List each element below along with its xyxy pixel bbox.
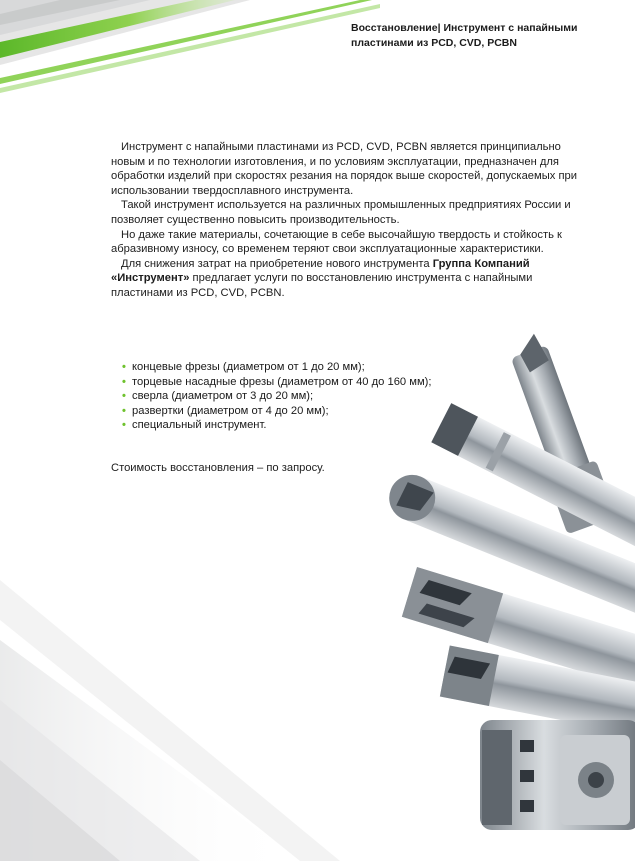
paragraph: Такой инструмент используется на различных промышленных предприятиях России и позволяет существенно повысить производительность. bbox=[111, 199, 571, 226]
list-item bbox=[122, 375, 431, 390]
services-list bbox=[122, 360, 431, 433]
bullet-icon: • bbox=[122, 404, 126, 417]
paragraph: Инструмент с напайными пластинами из PCD, CVD, PCBN является принципиально новым и по технологии изготовления, и по условиям эксплуатации, предназначен для обработки изделий при скоростях резания на порядок выше скоростей, допускаемых при использовании твердосплавного инструмента. bbox=[111, 141, 577, 197]
list-item bbox=[122, 404, 431, 419]
header-title-line: Восстановление| Инструмент с напайными bbox=[351, 22, 578, 34]
body-text bbox=[111, 140, 591, 301]
price-note: Стоимость восстановления – по запросу. bbox=[111, 462, 325, 474]
paragraph bbox=[111, 257, 591, 301]
company-name: Группа Компаний «Инструмент» bbox=[111, 257, 530, 285]
list-item bbox=[122, 389, 431, 404]
list-item-text: сверла (диаметром от 3 до 20 мм); bbox=[132, 390, 314, 403]
list-item bbox=[122, 418, 431, 433]
bullet-icon: • bbox=[122, 361, 126, 373]
list-item-text: концевые фрезы (диаметром от 1 до 20 мм); bbox=[132, 361, 365, 373]
bullet-icon: • bbox=[122, 390, 126, 403]
list-item-text: развертки (диаметром от 4 до 20 мм); bbox=[132, 404, 329, 417]
list-item-text: торцевые насадные фрезы (диаметром от 40 до 160 мм); bbox=[132, 375, 432, 388]
page-header-title bbox=[351, 21, 621, 51]
paragraph-text: Для снижения затрат на приобретение нового инструмента bbox=[121, 257, 433, 270]
bullet-icon: • bbox=[122, 375, 126, 388]
list-item-text: специальный инструмент. bbox=[132, 419, 267, 432]
header-title-line: пластинами из PCD, CVD, PCBN bbox=[351, 37, 517, 49]
paragraph: Но даже такие материалы, сочетающие в себе высочайшую твердость и стойкость к абразивному износу, со временем теряют свои эксплуатационные характеристики. bbox=[111, 228, 562, 256]
list-item bbox=[122, 360, 431, 375]
paragraph-text: предлагает услуги по восстановлению инструмента с напайными пластинами из PCD, CVD, PCBN. bbox=[111, 272, 533, 299]
bullet-icon: • bbox=[122, 419, 126, 432]
